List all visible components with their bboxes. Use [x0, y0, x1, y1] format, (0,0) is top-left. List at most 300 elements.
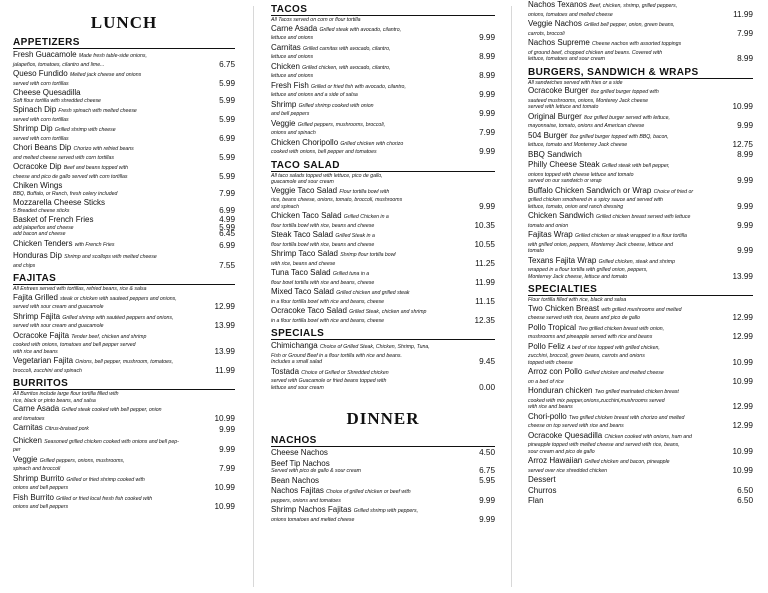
menu-item-description-text: carrots, broccoli	[528, 30, 565, 37]
menu-item-description	[271, 495, 495, 505]
menu-item-line	[13, 198, 235, 208]
menu-item-name: Pollo Feliz	[528, 341, 565, 351]
menu-item-description	[271, 514, 495, 524]
menu-item-price: 10.55	[474, 239, 495, 249]
menu-item-name: Veggie	[271, 118, 296, 128]
menu-item-line	[271, 119, 495, 131]
menu-item-description: steak or chicken with sauteed peppers and onions,	[60, 295, 177, 302]
menu-item-name: Fresh Guacamole	[13, 50, 77, 59]
menu-item-name: Ocracoke Taco Salad	[271, 306, 347, 315]
menu-item	[528, 431, 753, 456]
menu-item	[528, 475, 753, 485]
menu-item	[528, 323, 753, 341]
menu-item-description: Grilled chicken breast served with lettuce	[596, 214, 691, 220]
menu-item-name: Nachos Fajitas	[271, 486, 324, 495]
menu-item-description-text: and bell peppers	[271, 111, 310, 117]
menu-item-description	[271, 149, 495, 156]
menu-item-description	[13, 59, 235, 69]
menu-item-description	[528, 9, 753, 19]
menu-item-line	[528, 304, 753, 316]
menu-item-line	[528, 412, 753, 424]
menu-item-line	[13, 474, 235, 486]
menu-item-description-text: sour cream and pico de gallo	[528, 448, 595, 455]
section-note: guacamole and sour cream	[271, 179, 334, 185]
menu-item-line	[528, 112, 753, 124]
menu-item	[13, 181, 235, 197]
menu-item-description	[13, 133, 235, 143]
menu-item-description	[13, 188, 235, 198]
addon-label: add bacon and cheese	[13, 231, 66, 237]
menu-item-price: 7.99	[737, 28, 753, 38]
menu-item-line	[13, 215, 235, 225]
menu-item-description	[528, 123, 753, 130]
menu-item-description-text: pineapple topped with melted cheese and served with rice, beans,	[528, 442, 680, 448]
menu-item-description	[528, 376, 753, 386]
menu-item-price: 8.99	[479, 71, 495, 80]
menu-item-price: 12.99	[732, 402, 753, 411]
menu-item-description	[13, 466, 235, 473]
menu-item-price: 13.99	[732, 271, 753, 281]
menu-item	[13, 356, 235, 374]
menu-item-name: Veggie	[13, 454, 38, 464]
menu-item-description-text: per	[13, 447, 21, 453]
menu-item-name: Chicken	[13, 435, 42, 445]
menu-item	[271, 62, 495, 80]
menu-item-price: 5.99	[219, 78, 235, 88]
menu-item-line	[271, 100, 495, 112]
menu-item-description	[271, 258, 495, 268]
menu-item-description-text: on a bed of rice	[528, 378, 564, 385]
menu-item-description: Grilled steak with bell pepper,	[601, 163, 670, 169]
menu-item-line	[271, 24, 495, 36]
menu-item-line	[271, 230, 495, 242]
menu-item-description-text: spinach and broccoli	[13, 466, 61, 472]
menu-item-name: Nachos Texanos	[528, 0, 587, 9]
section-title: APPETIZERS	[13, 37, 80, 48]
menu-item-description-text: and chips	[13, 262, 36, 269]
menu-item-name: Nachos Supreme	[528, 38, 590, 47]
menu-item-description: Fresh spinach with melted cheese	[58, 108, 137, 114]
menu-item-name: Shrimp	[271, 99, 297, 109]
menu-item-description	[13, 260, 235, 270]
section-title: SPECIALS	[271, 328, 325, 339]
section-rule	[13, 284, 235, 285]
menu-item-description-text: served with corn tortillas	[13, 80, 69, 87]
menu-item	[271, 287, 495, 305]
menu-item-line	[528, 211, 753, 223]
menu-item-name: Tuna Taco Salad	[271, 268, 331, 277]
menu-item-description-text: tomato	[528, 248, 544, 254]
menu-item-description-text: served with lettuce and tomato	[528, 104, 599, 110]
menu-item-description-text: cheese and pico de gallo served with corn tortillas	[13, 173, 128, 180]
menu-item-description: Two grilled marinated chicken breast	[594, 389, 679, 395]
menu-item-description: Shrimp flour tortilla bowl	[340, 252, 396, 258]
menu-item-line	[528, 456, 753, 468]
menu-item	[528, 112, 753, 130]
menu-item-description	[13, 365, 235, 375]
menu-item-price: 4.50	[479, 448, 495, 457]
menu-item-line	[13, 105, 235, 117]
menu-item-addon	[13, 231, 235, 238]
menu-item-name: Chimichanga	[271, 341, 318, 350]
menu-item	[13, 251, 235, 269]
menu-item-price: 12.99	[732, 332, 753, 341]
menu-item-description: 8oz grilled burger topped with	[590, 89, 659, 95]
menu-item-line	[271, 476, 495, 486]
column-divider	[253, 6, 254, 587]
section-title: BURGERS, SANDWICH & WRAPS	[528, 66, 699, 78]
menu-item-name: Mozzarella Cheese Sticks	[13, 198, 106, 207]
menu-item	[528, 342, 753, 367]
menu-heading: LUNCH	[90, 13, 158, 32]
menu-item-line	[13, 436, 235, 448]
menu-item-description: Made fresh table-side onions,	[78, 53, 147, 59]
menu-item-description: Grilled chicken, steak and shrimp	[598, 258, 675, 265]
menu-item-price: 11.15	[475, 296, 495, 306]
menu-item	[271, 306, 495, 324]
section-note: Flour tortilla filled with rice, black and salsa	[528, 297, 627, 303]
menu-item-description	[13, 504, 235, 511]
menu-item-description: Choice of Grilled or Shredded chicken	[301, 369, 389, 376]
menu-item	[13, 493, 235, 511]
menu-item-description: Grilled Steak, chicken and shrimp	[349, 309, 427, 315]
section-rule	[13, 48, 235, 49]
menu-item-description-text: lettuce and onions	[271, 73, 314, 79]
menu-item-description	[271, 92, 495, 99]
menu-item-description-text: in a flour tortilla bowl with rice and beans, cheese	[271, 298, 385, 305]
menu-item-description: Chorizo with refried beans	[73, 146, 134, 152]
menu-item	[271, 268, 495, 286]
menu-item-price: 10.35	[474, 220, 495, 230]
menu-item-line	[528, 150, 753, 160]
menu-item-description-text: with rice, beans and cheese	[271, 260, 336, 267]
menu-item-price: 10.99	[214, 413, 235, 423]
menu-item-description	[13, 304, 235, 311]
menu-item	[271, 230, 495, 248]
menu-item-name: Arroz con Pollo	[528, 367, 583, 376]
menu-item-line	[528, 386, 753, 398]
menu-heading: DINNER	[346, 409, 420, 428]
menu-item-name: Original Burger	[528, 111, 582, 121]
menu-item-line	[13, 181, 235, 191]
menu-item-description	[271, 359, 495, 366]
menu-item-description	[528, 142, 753, 149]
menu-item-description: Shrimp and scollops with melted cheese	[64, 254, 157, 260]
menu-item-price: 8.99	[737, 54, 753, 63]
menu-item-name: Veggie Taco Salad	[271, 185, 338, 195]
menu-item-line	[13, 331, 235, 343]
menu-item-price: 5.99	[219, 152, 235, 162]
menu-item-description: Citrus-braised pork	[45, 426, 89, 432]
menu-item-description	[271, 35, 495, 42]
menu-item-description: Grilled peppers, onions, mushrooms,	[39, 457, 125, 464]
menu-item-price: 10.99	[214, 483, 235, 492]
menu-item-price: 11.25	[475, 258, 495, 268]
menu-item-description-text: flour bowl tortilla with rice and beans, cheese	[271, 279, 375, 286]
menu-item-description-text: served with sour cream and guacamole	[13, 323, 104, 329]
menu-item-description: Grilled chicken, with avocado, cilantro,	[302, 64, 391, 71]
menu-item-description-text: served with sour cream and guacamole	[13, 304, 104, 310]
menu-item-line	[271, 268, 495, 280]
menu-item-description-text: tomato and onion	[528, 222, 569, 229]
menu-item-description: Grilled bell pepper, onion, green beans,	[584, 22, 675, 28]
menu-item-description: Grilled or fried fish with avocado, cilantro,	[311, 83, 406, 90]
menu-item	[271, 81, 495, 99]
menu-item-description: with French Fries	[74, 241, 115, 248]
menu-item-name: Fajita Grilled	[13, 292, 58, 302]
menu-column-1	[13, 0, 235, 512]
menu-item	[271, 459, 495, 475]
menu-item-description-text: Monterrey Jack cheese, lettuce and tomato	[528, 273, 628, 280]
menu-item-description-text: 5 Breaded cheese sticks	[13, 207, 70, 214]
menu-item-description: Choice of fried or	[653, 188, 694, 195]
menu-item-description	[528, 446, 753, 456]
menu-item-name: Ocracoke Dip	[13, 162, 62, 171]
menu-item-description: Cheese nachos with assorted toppings	[592, 41, 682, 47]
menu-item-description: Grilled chicken or steak wrapped in a flour tortilla	[575, 233, 687, 239]
menu-item-price: 4.99	[219, 215, 235, 224]
menu-item-description	[528, 28, 753, 38]
menu-item-description-text: sauteed mushrooms, onions, Monterey Jack cheese	[528, 97, 648, 104]
menu-item-description-text: cooked with onions, tomatoes and bell pepper served	[13, 342, 136, 348]
menu-item	[13, 69, 235, 87]
menu-item-name: Honduras Dip	[13, 251, 62, 260]
menu-item-description-text: in a flour tortilla bowl with rice and beans, cheese	[271, 317, 385, 324]
menu-item-name: Carne Asada	[13, 404, 60, 413]
menu-item-price: 9.99	[479, 90, 495, 99]
menu-item-name: Ocracoke Burger	[528, 86, 589, 95]
menu-item-line	[13, 143, 235, 155]
menu-item	[528, 256, 753, 281]
menu-item-line	[271, 367, 495, 379]
menu-item-description-text: served with corn tortillas	[13, 116, 69, 123]
menu-item-description	[271, 220, 495, 230]
menu-item-description-text: onions and bell peppers	[13, 485, 69, 491]
menu-item-line	[13, 251, 235, 263]
menu-item	[271, 367, 495, 392]
menu-item	[13, 162, 235, 180]
menu-item-price: 11.99	[733, 9, 753, 19]
section-title: TACO SALAD	[271, 159, 340, 171]
menu-item-price: 7.99	[219, 464, 235, 473]
menu-item-line	[13, 50, 235, 62]
menu-item-description-text: lettuce and onions	[271, 35, 314, 41]
menu-item-name: Shrimp Taco Salad	[271, 249, 338, 258]
menu-item-description	[13, 114, 235, 124]
menu-item-description: Grilled chicken and bacon, pineapple	[584, 459, 670, 465]
menu-item	[271, 211, 495, 229]
menu-item-description-text: broccoli, zucchini and spinach	[13, 367, 82, 374]
menu-item-description: Grilled steak cooked with bell pepper, onion	[61, 407, 162, 413]
menu-item-line	[13, 312, 235, 324]
menu-item	[271, 119, 495, 137]
menu-item-name: Chicken Taco Salad	[271, 211, 342, 220]
menu-column-3	[528, 0, 753, 507]
section-title: TACOS	[271, 4, 308, 15]
menu-item-price: 13.99	[214, 321, 235, 330]
menu-item	[13, 198, 235, 214]
section-note: rice, black or pinto beans, and salsa	[13, 397, 96, 404]
section-note: All Burritos include large flour tortilla filled with	[13, 391, 119, 397]
menu-item-description	[528, 248, 753, 255]
menu-item-name: Chori-pollo	[528, 411, 567, 421]
menu-item-line	[271, 249, 495, 261]
menu-item-name: Chicken Choripollo	[271, 137, 339, 147]
menu-item-description-text: onions, tomatoes and melted cheese	[528, 11, 613, 18]
menu-item-price: 12.35	[474, 315, 495, 325]
menu-item-line	[13, 493, 235, 505]
menu-item-description: Grilled chicken and grilled steak	[336, 290, 410, 296]
menu-item-description-text: cheese on top served with rice and beans	[528, 423, 624, 429]
menu-item-price: 11.99	[475, 277, 495, 287]
menu-item-description	[528, 271, 753, 281]
menu-item-description-text: served with Guacamole or fried beans topped with	[271, 378, 387, 384]
section-rule	[271, 15, 495, 16]
menu-item-price: 9.99	[479, 495, 495, 505]
menu-item-description: Flour tortilla bowl with	[339, 188, 390, 195]
menu-item-name: Carnitas	[271, 42, 301, 52]
menu-item-description-text: topped with cheese	[528, 359, 573, 366]
menu-item-description: Choice of grilled chicken or beef with	[326, 489, 411, 495]
menu-item-name: Ocracoke Fajita	[13, 330, 70, 340]
menu-item-description: Seasoned grilled chicken cooked with onions and bell pep-	[44, 438, 179, 445]
menu-item-name: Shrimp Dip	[13, 124, 53, 133]
menu-item-name: Spinach Dip	[13, 105, 57, 114]
menu-item-description	[528, 423, 753, 430]
menu-item-description: Onions, bell pepper, mushroom, tomatoes,	[75, 359, 174, 365]
menu-item-name: Chiken Wings	[13, 181, 63, 190]
menu-item-description-text: and tomatoes	[13, 415, 45, 422]
menu-item-description	[271, 277, 495, 287]
menu-item-line	[271, 62, 495, 74]
menu-item-description-text: mushrooms and pineapple served with rice and beans	[528, 334, 653, 340]
menu-item	[528, 160, 753, 185]
section-rule	[528, 295, 753, 296]
menu-item-line	[528, 131, 753, 143]
menu-item-price: 9.99	[737, 220, 753, 230]
menu-item-line	[528, 38, 753, 50]
menu-item-name: Fresh Fish	[271, 80, 309, 90]
menu-item-line	[271, 505, 495, 517]
menu-item-name: Dessert	[528, 475, 556, 484]
menu-item-price: 6.50	[737, 485, 753, 495]
menu-item-line	[271, 186, 495, 198]
menu-item-line	[271, 81, 495, 93]
menu-item-description	[13, 152, 235, 162]
menu-item-description: Beef, chicken, shrimp, grilled peppers,	[589, 3, 678, 9]
menu-item-description-text: Fish or Ground Beef in a flour tortilla with rice and beans.	[271, 352, 402, 359]
menu-item-line	[528, 496, 753, 506]
menu-item	[271, 341, 495, 366]
menu-item-description-text: of ground beef, chopped chicken and beans. Covered with	[528, 49, 663, 56]
menu-item-description: 8oz grilled burger served with lettuce,	[584, 114, 670, 121]
menu-item-description: Grilled Steak in a	[335, 233, 375, 239]
menu-item	[528, 186, 753, 211]
menu-item-description-text: rice, beans cheese, onions, tomato, broccoli, mushrooms	[271, 197, 403, 203]
menu-item	[13, 88, 235, 104]
menu-item	[13, 124, 235, 142]
menu-item-name: Tostada	[271, 366, 300, 376]
menu-item-description	[13, 323, 235, 330]
menu-item	[528, 150, 753, 160]
menu-item-name: Buffalo Chicken Sandwich or Wrap	[528, 185, 652, 195]
section-note: All taco salads topped with lettuce, pico de gallo,	[271, 172, 383, 179]
menu-item-price: 10.99	[732, 376, 753, 386]
menu-item-description: Grilled Chicken in a	[343, 214, 389, 220]
menu-item-description-text: zucchini, broccoli, green beans, carrots and onions	[528, 353, 645, 359]
menu-item	[13, 239, 235, 251]
menu-item-name: Philly Cheese Steak	[528, 160, 600, 169]
menu-item-description	[528, 357, 753, 367]
menu-item-name: Texans Fajita Wrap	[528, 255, 597, 265]
section-rule	[13, 389, 235, 390]
menu-item-line	[13, 88, 235, 98]
menu-item-price: 12.75	[732, 140, 753, 149]
menu-item	[528, 230, 753, 255]
menu-item-price: 9.99	[737, 201, 753, 211]
menu-item-price: 10.99	[732, 102, 753, 111]
menu-item-line	[13, 162, 235, 174]
menu-item-name: Chicken	[271, 61, 300, 71]
menu-item	[13, 404, 235, 422]
menu-item-description-text: BBQ, Buffalo, or Ranch, fresh celery included	[13, 190, 118, 197]
menu-item-line	[528, 86, 753, 98]
menu-item-name: Steak Taco Salad	[271, 230, 334, 239]
menu-item-description: Grilled chicken with chorizo	[340, 140, 404, 147]
menu-item-description-text: onions tomatoes and melted cheese	[271, 516, 355, 523]
menu-item-description-text: served over rice shredded chicken	[528, 467, 608, 474]
menu-item-description	[13, 171, 235, 181]
menu-item-price: 8.99	[479, 52, 495, 61]
menu-item-price: 9.99	[479, 109, 495, 118]
menu-item-line	[271, 306, 495, 318]
menu-item-description	[13, 413, 235, 423]
menu-item	[13, 474, 235, 492]
menu-item-price: 9.99	[737, 121, 753, 130]
menu-item-description-text: flour tortilla bowl with rice, beans and cheese	[271, 241, 375, 248]
menu-item-description-text: wrapped in a flour tortilla with grilled onion, peppers,	[528, 267, 648, 273]
menu-item-line	[271, 138, 495, 150]
menu-item-price: 12.99	[214, 302, 235, 311]
menu-item-price: 10.99	[214, 502, 235, 511]
menu-item-price: 12.99	[732, 421, 753, 430]
section-note: All Tacos served on corn or flour tortilla	[271, 17, 361, 23]
menu-item-description	[13, 205, 235, 215]
section-title: BURRITOS	[13, 378, 69, 389]
menu-item-line	[13, 69, 235, 81]
menu-item-name: Veggie Nachos	[528, 19, 582, 28]
menu-item-description	[528, 220, 753, 230]
section-rule	[271, 339, 495, 340]
menu-item-name: Churros	[528, 485, 557, 495]
menu-item-name: Mixed Taco Salad	[271, 287, 334, 296]
menu-item-description-text: lettuce, tomatoes and sour cream	[528, 56, 605, 62]
menu-item	[528, 211, 753, 229]
menu-item-description-text: lettuce, tomato and Monterrey Jack cheese	[528, 142, 628, 148]
menu-item-line	[528, 431, 753, 443]
menu-item-description-text: onions and bell peppers	[13, 504, 69, 510]
menu-item-name: Vegetarian Fajita	[13, 356, 74, 365]
menu-item-description	[271, 296, 495, 306]
menu-item-description	[271, 111, 495, 118]
menu-item-line	[528, 323, 753, 335]
menu-item-name: Shrimp Burrito	[13, 473, 65, 483]
menu-item-description: Tender beef, chicken and shrimp	[71, 333, 147, 340]
menu-item-description-text: lettuce, tomato, onion and ranch dressing	[528, 203, 624, 210]
menu-item-price: 6.99	[219, 205, 235, 215]
menu-item-description-text: onions topped with cheese lettuce and tomato	[528, 171, 634, 178]
menu-item-name: Ocracoke Quesadilla	[528, 430, 603, 440]
